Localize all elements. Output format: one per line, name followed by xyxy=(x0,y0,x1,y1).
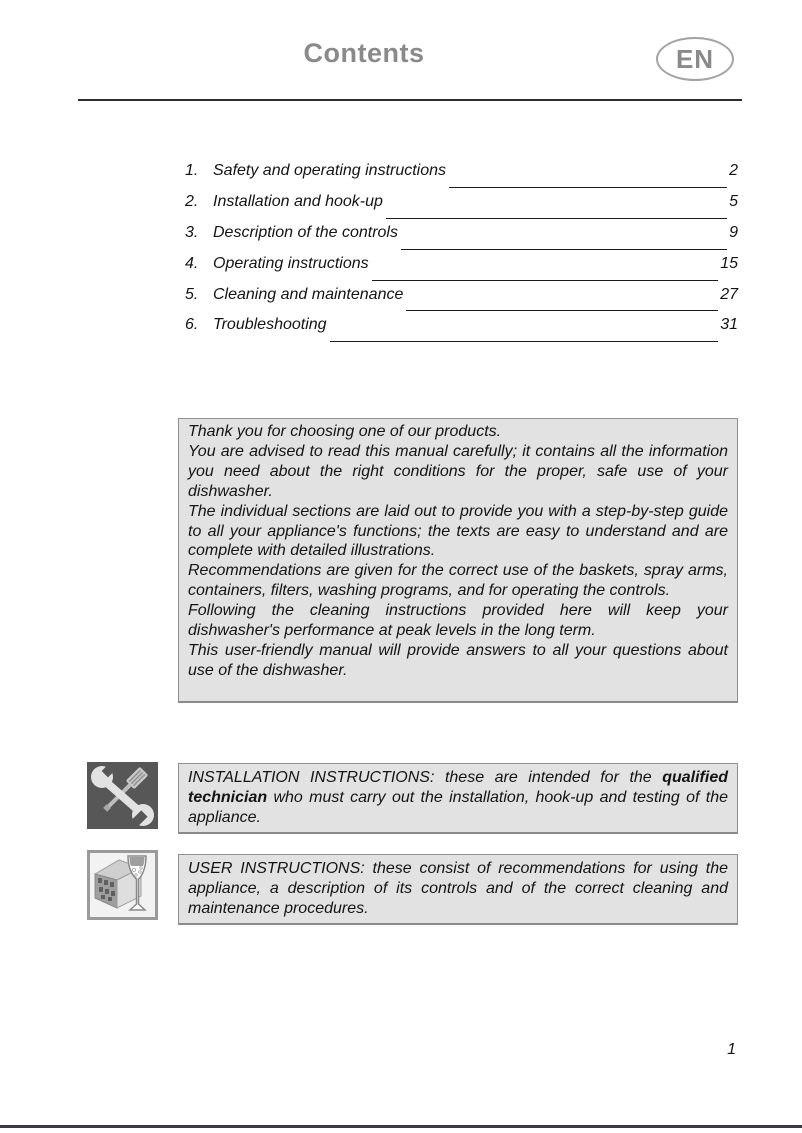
toc-entry-troubleshooting xyxy=(185,316,738,347)
toc-entry-label: Troubleshooting xyxy=(213,316,327,334)
toc-entry-number: 4. xyxy=(185,254,199,272)
intro-paragraph: The individual sections are laid out to provide you with a step-by-step guide to all your appliance's functions; the texts are easy to understand and are complete with detailed illustrations. xyxy=(188,502,728,560)
toc-entry-number: 5. xyxy=(185,285,199,303)
toc-entry-page: 31 xyxy=(720,316,738,334)
toc-leader-line xyxy=(406,310,718,311)
user-instructions-text: USER INSTRUCTIONS: these consist of recommendations for using the appliance, a description of its controls and of the correct cleaning and maintenance procedures. xyxy=(188,860,728,917)
toc-entry-operating xyxy=(185,255,738,286)
table-of-contents xyxy=(185,162,738,347)
intro-paragraph: Thank you for choosing one of our products. xyxy=(188,423,502,440)
installation-text-before: INSTALLATION INSTRUCTIONS: these are intended for the xyxy=(188,769,663,786)
toc-leader-line xyxy=(449,187,727,188)
toc-entry-label: Safety and operating instructions xyxy=(213,162,447,179)
installation-text-bold: qualified technician xyxy=(188,769,728,806)
page-title: Contents xyxy=(303,38,425,68)
language-badge xyxy=(656,37,734,81)
tools-icon xyxy=(87,762,158,829)
toc-entry-number: 3. xyxy=(185,223,199,241)
toc-entry-page: 5 xyxy=(729,192,738,210)
installation-instructions-text xyxy=(188,768,728,828)
intro-text-box xyxy=(178,418,738,703)
toc-leader-line xyxy=(386,218,727,219)
toc-entry-controls xyxy=(185,224,738,255)
intro-paragraph: Following the cleaning instructions provided here will keep your dishwasher's performance at peak levels in the long term. xyxy=(188,602,728,640)
toc-entry-number: 2. xyxy=(185,192,199,210)
toc-entry-page: 2 xyxy=(729,162,738,179)
toc-entry-label: Installation and hook-up xyxy=(213,192,383,210)
toc-entry-label: Description of the controls xyxy=(213,223,398,241)
toc-leader-line xyxy=(372,280,719,281)
page-number: 1 xyxy=(727,1041,736,1058)
installation-text-after: who must carry out the installation, hook-up and testing of the appliance. xyxy=(188,789,728,826)
toc-entry-number: 6. xyxy=(185,316,199,334)
dishwasher-glass-icon xyxy=(87,850,158,920)
toc-entry-label: Operating instructions xyxy=(213,254,369,272)
toc-leader-line xyxy=(330,341,719,342)
toc-entry-number: 1. xyxy=(185,162,199,179)
user-instructions-box xyxy=(178,854,738,925)
intro-paragraph: You are advised to read this manual carefully; it contains all the information you need about the right conditions for the proper, safe use of your dishwasher. xyxy=(188,442,728,500)
toc-entry-installation xyxy=(185,193,738,224)
toc-entry-label: Cleaning and maintenance xyxy=(213,285,404,303)
toc-entry-cleaning xyxy=(185,286,738,317)
toc-entry-page: 27 xyxy=(720,285,738,303)
footer-divider xyxy=(0,1125,802,1128)
header-divider xyxy=(78,99,742,101)
intro-paragraph: This user-friendly manual will provide answers to all your questions about use of the dishwasher. xyxy=(188,641,728,679)
language-badge-label: EN xyxy=(675,43,715,74)
installation-instructions-box xyxy=(178,763,738,834)
toc-entry-page: 9 xyxy=(729,223,738,241)
toc-leader-line xyxy=(401,249,727,250)
toc-entry-safety xyxy=(185,162,738,193)
intro-paragraph: Recommendations are given for the correct use of the baskets, spray arms, containers, filters, washing programs, and for operating the controls. xyxy=(188,562,728,600)
toc-entry-page: 15 xyxy=(720,254,738,272)
